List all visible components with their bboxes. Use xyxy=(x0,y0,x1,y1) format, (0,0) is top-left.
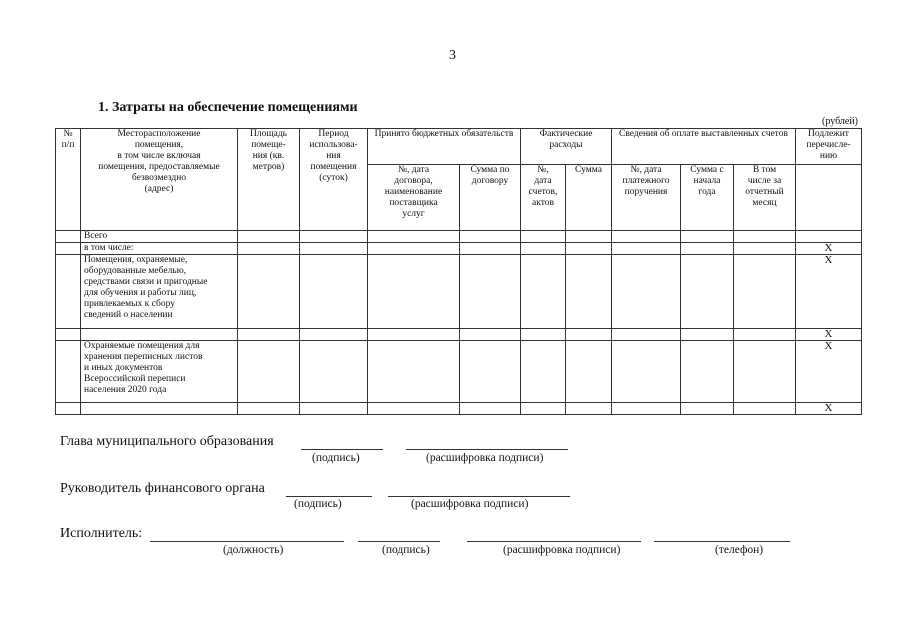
finance-decode-caption: (расшифровка подписи) xyxy=(411,498,529,510)
cost-table xyxy=(55,128,862,415)
header-actual: Фактические расходы xyxy=(521,129,612,165)
units-label: (рублей) xyxy=(822,116,859,127)
executor-position-line[interactable] xyxy=(150,541,344,542)
executor-phone-line[interactable] xyxy=(654,541,790,542)
x-mark: X xyxy=(796,243,862,255)
header-accepted-contract: №, дата договора, наименование поставщика услуг xyxy=(368,165,460,231)
x-mark: X xyxy=(796,341,862,403)
page-number: 3 xyxy=(449,48,456,63)
header-payment-from-start: Сумма с начала года xyxy=(681,165,734,231)
head-signature-line[interactable] xyxy=(301,449,383,450)
row-including-label: в том числе: xyxy=(81,243,238,255)
executor-phone-caption: (телефон) xyxy=(715,544,764,556)
table-row xyxy=(56,341,862,403)
section-title: 1. Затраты на обеспечение помещениями xyxy=(98,100,358,115)
executor-decode-line[interactable] xyxy=(467,541,641,542)
x-mark: X xyxy=(796,255,862,329)
header-location: Месторасположение помещения, в том числе включая помещения, предоставляемые безвозмездно (адрес) xyxy=(81,129,238,231)
table-row xyxy=(56,255,862,329)
x-mark: X xyxy=(796,403,862,415)
table-row xyxy=(56,403,862,415)
row-premises-1-label: Помещения, охраняемые, оборудованные мебелью, средствами связи и пригодные для обучения и работы лиц, привлекаемых к сбору сведений о населении xyxy=(81,255,238,329)
header-area: Площадь помеще- ния (кв. метров) xyxy=(238,129,300,231)
header-period: Период использова- ния помещения (суток) xyxy=(300,129,368,231)
header-payment: Сведения об оплате выставленных счетов xyxy=(612,129,796,165)
table-row xyxy=(56,231,862,243)
header-accepted: Принято бюджетных обязательств xyxy=(368,129,521,165)
table-row xyxy=(56,243,862,255)
header-actual-num: №, дата счетов, актов xyxy=(521,165,566,231)
head-decode-line[interactable] xyxy=(406,449,568,450)
finance-decode-line[interactable] xyxy=(388,496,570,497)
header-transfer: Подлежит перечисле- нию xyxy=(796,129,862,165)
header-payment-order: №, дата платежного поручения xyxy=(612,165,681,231)
head-sign-caption: (подпись) xyxy=(312,452,360,464)
header-num: № п/п xyxy=(56,129,81,231)
finance-sign-caption: (подпись) xyxy=(294,498,342,510)
header-payment-month: В том числе за отчетный месяц xyxy=(734,165,796,231)
header-transfer-blank xyxy=(796,165,862,231)
executor-label: Исполнитель: xyxy=(60,526,143,541)
head-signature-label: Глава муниципального образования xyxy=(60,434,274,449)
executor-decode-caption: (расшифровка подписи) xyxy=(503,544,621,556)
executor-signature-line[interactable] xyxy=(358,541,440,542)
row-premises-2-label: Охраняемые помещения для хранения переписных листов и иных документов Всероссийской переписи населения 2020 года xyxy=(81,341,238,403)
header-actual-sum: Сумма xyxy=(566,165,612,231)
finance-signature-label: Руководитель финансового органа xyxy=(60,481,265,496)
table-row xyxy=(56,329,862,341)
finance-signature-line[interactable] xyxy=(286,496,372,497)
executor-position-caption: (должность) xyxy=(223,544,284,556)
executor-sign-caption: (подпись) xyxy=(382,544,430,556)
header-accepted-sum: Сумма по договору xyxy=(460,165,521,231)
head-decode-caption: (расшифровка подписи) xyxy=(426,452,544,464)
x-mark: X xyxy=(796,329,862,341)
row-total-label: Всего xyxy=(81,231,238,243)
